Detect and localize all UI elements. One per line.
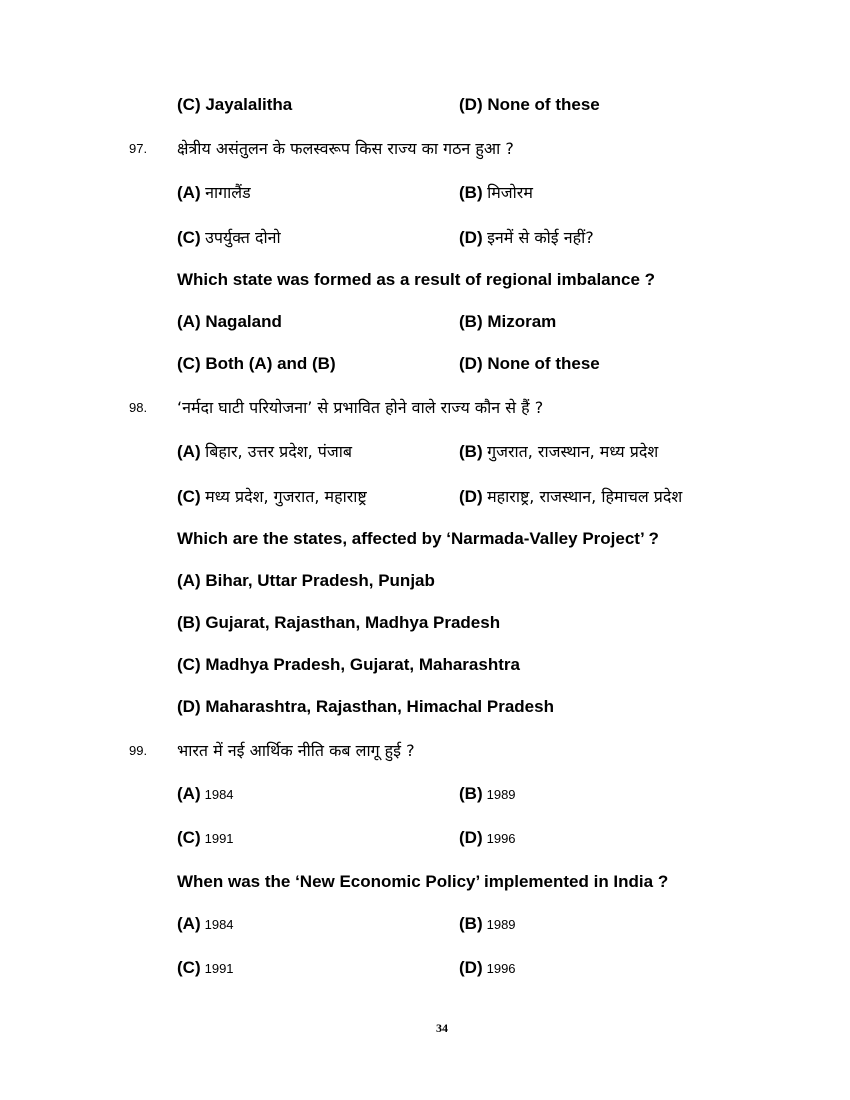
option-label: (C) (177, 228, 201, 247)
option-year: 1996 (486, 831, 516, 846)
option-year: 1989 (486, 917, 516, 932)
q99-english-question: When was the ‘New Economic Policy’ implemented in India ? (177, 872, 669, 891)
q97-hindi-question: क्षेत्रीय असंतुलन के फलस्वरूप किस राज्य का गठन हुआ ? (177, 139, 514, 158)
question-number-97: 97. (129, 141, 148, 156)
q98-english-option-a: (A) Bihar, Uttar Pradesh, Punjab (177, 571, 435, 590)
q98-english-option-c: (C) Madhya Pradesh, Gujarat, Maharashtra (177, 655, 520, 674)
q98-hindi-option-c (177, 485, 367, 507)
q99-hindi-option-d (459, 828, 516, 848)
q98-hindi-option-a (177, 440, 352, 462)
q98-english-option-d: (D) Maharashtra, Rajasthan, Himachal Pradesh (177, 697, 554, 716)
q97-hindi-option-c (177, 226, 281, 248)
question-number-98: 98. (129, 400, 148, 415)
prev-option-c: (C) Jayalalitha (177, 95, 293, 114)
q97-hindi-option-a (177, 181, 251, 203)
option-label: (D) (459, 828, 483, 847)
q99-english-option-b (459, 914, 516, 934)
option-label: (A) (177, 442, 201, 461)
option-text: इनमें से कोई नहीं? (487, 228, 594, 247)
option-text: मध्य प्रदेश, गुजरात, महाराष्ट्र (205, 487, 367, 506)
option-text: उपर्युक्त दोनो (205, 228, 281, 247)
q98-hindi-option-b (459, 440, 658, 462)
option-text: महाराष्ट्र, राजस्थान, हिमाचल प्रदेश (487, 487, 683, 506)
option-label: (D) (459, 228, 483, 247)
q98-hindi-option-d (459, 485, 682, 507)
q97-english-option-d: (D) None of these (459, 354, 600, 373)
option-label: (A) (177, 784, 201, 803)
option-year: 1991 (204, 831, 234, 846)
q99-hindi-option-c (177, 828, 234, 848)
option-text: मिजोरम (487, 183, 533, 202)
question-number-99: 99. (129, 743, 148, 758)
option-label: (A) (177, 183, 201, 202)
option-year: 1991 (204, 961, 234, 976)
q99-hindi-option-b (459, 784, 516, 804)
option-text: बिहार, उत्तर प्रदेश, पंजाब (205, 442, 353, 461)
q98-hindi-question: ‘नर्मदा घाटी परियोजना’ से प्रभावित होने वाले राज्य कौन से हैं ? (177, 398, 544, 417)
q99-hindi-question: भारत में नई आर्थिक नीति कब लागू हुई ? (177, 741, 415, 760)
option-label: (A) (177, 914, 201, 933)
page-number: 34 (436, 1021, 448, 1035)
option-label: (C) (177, 828, 201, 847)
prev-option-d: (D) None of these (459, 95, 600, 114)
q97-english-option-a: (A) Nagaland (177, 312, 282, 331)
option-year: 1984 (204, 787, 234, 802)
option-label: (C) (177, 487, 201, 506)
q98-english-question: Which are the states, affected by ‘Narmada-Valley Project’ ? (177, 529, 659, 548)
q97-english-option-c: (C) Both (A) and (B) (177, 354, 336, 373)
q99-english-option-c (177, 958, 234, 978)
q99-hindi-option-a (177, 784, 234, 804)
option-label: (C) (177, 958, 201, 977)
option-label: (D) (459, 487, 483, 506)
option-label: (D) (459, 958, 483, 977)
q99-english-option-d (459, 958, 516, 978)
option-label: (B) (459, 442, 483, 461)
q97-english-question: Which state was formed as a result of regional imbalance ? (177, 270, 656, 289)
q99-english-option-a (177, 914, 234, 934)
option-year: 1989 (486, 787, 516, 802)
option-year: 1984 (204, 917, 234, 932)
option-label: (B) (459, 914, 483, 933)
option-year: 1996 (486, 961, 516, 976)
q97-hindi-option-d (459, 226, 594, 248)
option-text: नागालैंड (205, 183, 251, 202)
q98-english-option-b: (B) Gujarat, Rajasthan, Madhya Pradesh (177, 613, 501, 632)
option-text: गुजरात, राजस्थान, मध्य प्रदेश (487, 442, 659, 461)
option-label: (B) (459, 183, 483, 202)
q97-english-option-b: (B) Mizoram (459, 312, 557, 331)
q97-hindi-option-b (459, 181, 533, 203)
option-label: (B) (459, 784, 483, 803)
